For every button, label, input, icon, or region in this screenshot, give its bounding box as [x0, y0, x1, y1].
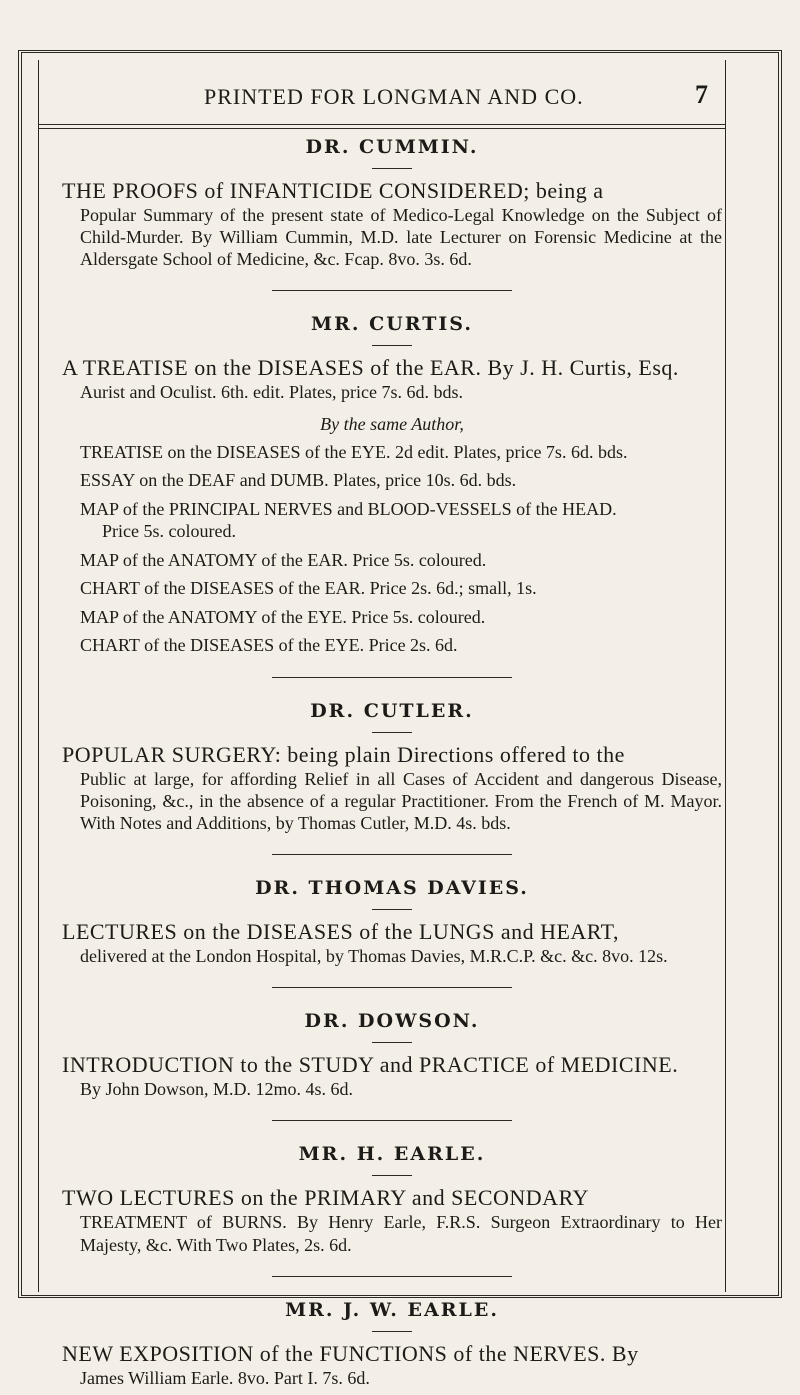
item-text: MAP of the PRINCIPAL NERVES and BLOOD-VESSELS of the HEAD.	[80, 498, 617, 519]
entry-description: Public at large, for affording Relief in all Cases of Accident and dangerous Disease, Poisoning, &c., in the absence of a regular Practitioner. From the French of M. Mayor. With Notes and Additions, by Thomas Cutler, M.D. 4s. bds.	[80, 768, 722, 833]
short-rule	[372, 1175, 412, 1176]
entry-title: POPULAR SURGERY: being plain Directions offered to the	[62, 741, 625, 767]
section-divider	[272, 1120, 512, 1121]
author-heading: MR. H. EARLE.	[298, 1143, 486, 1166]
short-rule	[372, 732, 412, 733]
running-head	[38, 78, 726, 118]
book-entry	[62, 1184, 722, 1255]
item-text: CHART of the DISEASES of the EYE. Price 2s. 6d.	[80, 635, 458, 656]
list-item	[80, 469, 722, 492]
entry-title: LECTURES on the DISEASES of the LUNGS and HEART,	[62, 919, 619, 945]
book-entry	[62, 741, 722, 834]
item-text: CHART of the DISEASES of the EAR. Price 2s. 6d.; small, 1s.	[80, 578, 537, 599]
section-divider	[272, 290, 512, 291]
entry-description: James William Earle. 8vo. Part I. 7s. 6d.	[80, 1367, 370, 1388]
list-item	[80, 634, 722, 657]
same-author-note: By the same Author,	[320, 413, 464, 434]
page-number: 7	[695, 80, 708, 109]
author-heading: MR. J. W. EARLE.	[285, 1298, 499, 1321]
item-text: ESSAY on the DEAF and DUMB. Plates, price 10s. 6d. bds.	[80, 470, 517, 491]
short-rule	[372, 168, 412, 169]
entry-title: TWO LECTURES on the PRIMARY and SECONDARY	[62, 1185, 589, 1211]
list-item	[80, 441, 722, 464]
item-text: MAP of the ANATOMY of the EAR. Price 5s. coloured.	[80, 549, 487, 570]
book-entry	[62, 354, 722, 403]
list-item	[80, 549, 722, 572]
book-entry	[62, 918, 722, 967]
book-entry	[62, 1340, 722, 1389]
entry-description: Popular Summary of the present state of Medico-Legal Knowledge on the Subject of Child-Murder. By William Cummin, M.D. late Lecturer on Forensic Medicine at the Aldersgate School of Medicine, &c. Fcap. 8vo. 3s. 6d.	[80, 205, 722, 270]
book-entry	[62, 1051, 722, 1100]
entry-description: TREATMENT of BURNS. By Henry Earle, F.R.S. Surgeon Extraordinary to Her Majesty, &c. With Two Plates, 2s. 6d.	[80, 1212, 722, 1255]
entry-description: Aurist and Oculist. 6th. edit. Plates, price 7s. 6d. bds.	[80, 382, 463, 403]
author-heading: DR. CUMMIN.	[305, 136, 479, 158]
section-divider	[272, 1276, 512, 1277]
author-heading: DR. CUTLER.	[310, 699, 474, 722]
entry-description: By John Dowson, M.D. 12mo. 4s. 6d.	[80, 1079, 354, 1100]
short-rule	[372, 1042, 412, 1043]
section-divider	[272, 987, 512, 988]
list-item	[80, 606, 722, 629]
entry-title: INTRODUCTION to the STUDY and PRACTICE of MEDICINE.	[62, 1052, 679, 1078]
book-entry	[62, 177, 722, 270]
author-heading: MR. CURTIS.	[311, 313, 473, 336]
section-divider	[272, 677, 512, 678]
section-divider	[272, 854, 512, 855]
short-rule	[372, 345, 412, 346]
entry-title: A TREATISE on the DISEASES of the EAR. By J. H. Curtis, Esq.	[62, 355, 679, 381]
item-continuation: Price 5s. coloured.	[102, 521, 236, 542]
entry-description: delivered at the London Hospital, by Thomas Davies, M.R.C.P. &c. &c. 8vo. 12s.	[80, 946, 668, 967]
list-item	[80, 498, 722, 543]
short-rule	[372, 1331, 412, 1332]
header-rule	[38, 124, 726, 129]
running-title: PRINTED FOR LONGMAN AND CO.	[204, 84, 584, 109]
catalogue-body	[62, 130, 722, 1389]
author-heading: DR. DOWSON.	[304, 1010, 480, 1033]
entry-title: THE PROOFS of INFANTICIDE CONSIDERED; being a	[62, 178, 604, 203]
entry-title: NEW EXPOSITION of the FUNCTIONS of the NERVES. By	[62, 1340, 639, 1366]
author-heading: DR. THOMAS DAVIES.	[255, 877, 529, 900]
short-rule	[372, 909, 412, 910]
item-text: MAP of the ANATOMY of the EYE. Price 5s. coloured.	[80, 606, 486, 627]
item-text: TREATISE on the DISEASES of the EYE. 2d edit. Plates, price 7s. 6d. bds.	[80, 441, 628, 462]
list-item	[80, 577, 722, 600]
